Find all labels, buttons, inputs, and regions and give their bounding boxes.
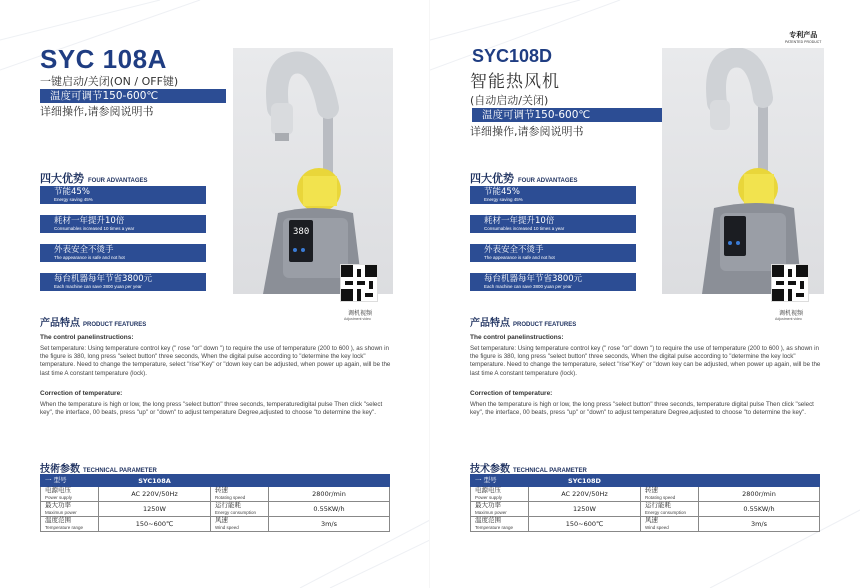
- advantages-title: 四大优势 FOUR ADVANTAGES: [470, 172, 578, 185]
- spec-row: 温度范围 Temperature range 150~600℃ 风速 Wind speed 3m/s: [471, 517, 820, 532]
- features-title: 产品特点 PRODUCT FEATURES: [470, 318, 577, 329]
- advantage-item: 外表安全不烫手 The appearance is safe and not hot: [40, 244, 206, 262]
- spec-row: 电源电压 Power supply AC 220V/50Hz 转速 Rotating speed 2800r/min: [41, 487, 390, 502]
- right-page: [430, 0, 860, 588]
- control-panel-text: Set temperature: Using temperature control key (" rose "or" down ") to require the use of temperature (200 to 600 ), as shown in the figure is 380, long press "select button" three seconds, When the digital pulse according to "determine the key lock" temperature. Need to change the temperature, select "rise"Key" or "down key can be adjusted, when power up again, will be the last time A constant temperature (lock).: [470, 345, 821, 377]
- features-title: 产品特点 PRODUCT FEATURES: [40, 318, 147, 329]
- spec-row: 电源电压 Power supply AC 220V/50Hz 转速 Rotating speed 2800r/min: [471, 487, 820, 502]
- correction-text: When the temperature is high or low, the long press "select button" three seconds, temperaturedigital pulse Then click "select key", the interface, 00 beats, press "up" or "down" to adjust temperature Degree,adjusted to choose "to determine the key".: [40, 401, 383, 417]
- heat-gun-illustration: [662, 48, 824, 294]
- product-name: 智能热风机: [470, 72, 560, 92]
- auto-start-note: (自动启动/关闭): [470, 94, 549, 107]
- qr-caption-en: Adjustment video: [775, 317, 802, 321]
- tech-param-title: 技术参数 TECHNICAL PARAMETER: [470, 464, 587, 475]
- manual-note: 详细操作,请参阅说明书: [470, 125, 584, 138]
- spec-row: 最大功率 Maximun power 1250W 运行能耗 Energy consumption 0.55KW/h: [41, 502, 390, 517]
- qr-caption: 调机视频: [348, 310, 373, 317]
- power-key-label: 一键启动/关闭(ON / OFF键): [40, 75, 179, 88]
- advantage-item: 外表安全不烫手 The appearance is safe and not hot: [470, 244, 636, 262]
- correction-heading: Correction of temperature:: [470, 390, 553, 397]
- spec-header-row: 一 型号 SYC108D: [471, 475, 820, 487]
- product-photo: [233, 48, 393, 294]
- qr-caption-en: Adjustment video: [344, 317, 371, 321]
- model-title: SYC108D: [472, 46, 553, 66]
- temperature-banner: 温度可调节150-600℃: [472, 108, 662, 122]
- control-panel-heading: The control panelinstructions:: [470, 334, 564, 341]
- model-title: SYC 108A: [40, 44, 167, 74]
- qr-caption: 调机视频: [779, 310, 804, 317]
- correction-heading: Correction of temperature:: [40, 390, 123, 397]
- spec-row: 温度范围 Temperature range 150~600℃ 风速 Wind speed 3m/s: [41, 517, 390, 532]
- spec-header-row: 一 型号 SYC108A: [41, 475, 390, 487]
- advantage-item: 节能45% Energy saving 45%: [40, 186, 206, 204]
- patent-badge: 专利产品 PATENTED PRODUCT: [785, 31, 822, 44]
- advantage-item: 节能45% Energy saving 45%: [470, 186, 636, 204]
- advantage-item: 耗材一年提升10倍 Consumables increased 10 times a year: [470, 215, 636, 233]
- spec-table: [470, 474, 820, 532]
- spec-table: [40, 474, 390, 532]
- qr-code[interactable]: [340, 264, 378, 302]
- qr-pattern: [772, 265, 808, 301]
- tech-param-title: 技術参数 TECHNICAL PARAMETER: [40, 464, 157, 475]
- control-panel-heading: The control panelinstructions:: [40, 334, 134, 341]
- correction-text: When the temperature is high or low, the long press "select button" three seconds, temperature digital pulse Then click "select key", the interface, 00 beats, press "up" or "down" to adjust temperature Degree,adjusted to choose "to determine the key".: [470, 401, 814, 417]
- heat-gun-illustration: [233, 48, 393, 294]
- advantage-item: 耗材一年提升10倍 Consumables increased 10 times a year: [40, 215, 206, 233]
- advantages-title: 四大优势 FOUR ADVANTAGES: [40, 172, 148, 185]
- device-display-value: 380: [293, 227, 310, 237]
- manual-note: 详细操作,请参阅说明书: [40, 105, 154, 118]
- advantage-item: 每台机器每年节省3800元 Each machine can save 3800 yuan per year: [40, 273, 206, 291]
- advantage-item: 每台机器每年节省3800元 Each machine can save 3800 yuan per year: [470, 273, 636, 291]
- qr-pattern: [341, 265, 377, 301]
- spec-row: 最大功率 Maximun power 1250W 运行能耗 Energy consumption 0.55KW/h: [471, 502, 820, 517]
- qr-code[interactable]: [771, 264, 809, 302]
- control-panel-text: Set temperature: Using temperature control key (" rose "or" down ") to require the use of temperature (200 to 600 ), as shown in the figure is 380, long press "select button" three seconds, When the digital pulse according to "determine the key lock" temperature. Need to change the temperature, select "rise"Key" or "down key can be adjusted, when power up again, will be the last time A constant temperature (lock).: [40, 345, 391, 377]
- temperature-banner: 温度可调节150-600℃: [40, 89, 226, 103]
- product-photo: [662, 48, 824, 294]
